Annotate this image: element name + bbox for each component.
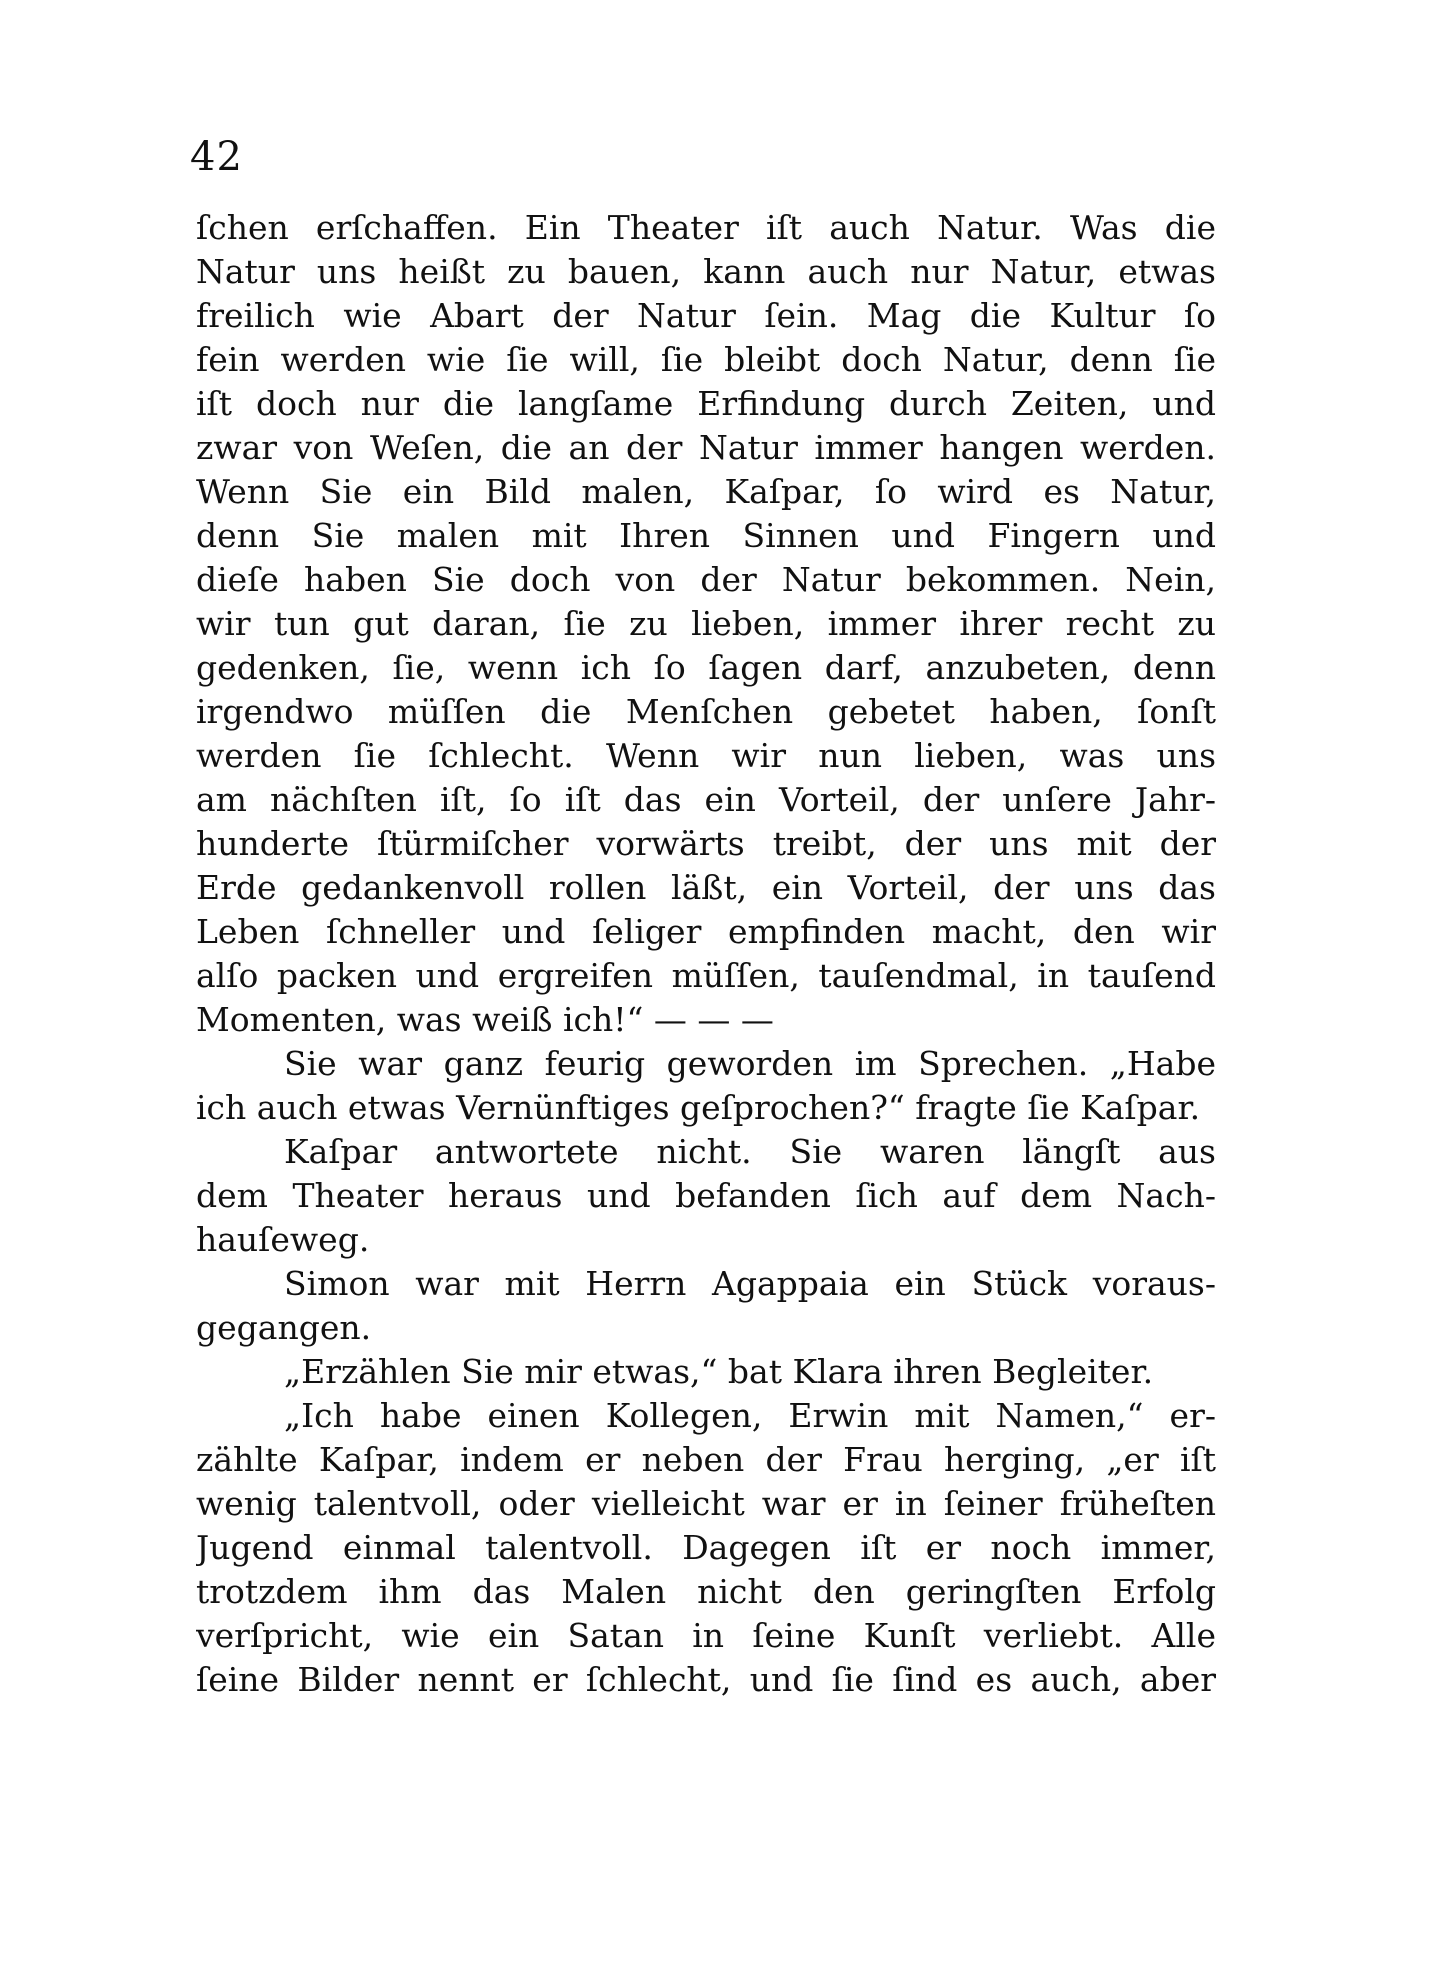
body-text xyxy=(196,206,1216,1702)
text-line: Kaſpar antwortete nicht. Sie waren längſt aus xyxy=(284,1132,1216,1171)
text-line: wenig talentvoll, oder vielleicht war er in ſeiner früheſten xyxy=(196,1484,1216,1523)
text-line: Sie war ganz feurig geworden im Sprechen. „Habe xyxy=(284,1044,1216,1083)
text-line: zählte Kaſpar, indem er neben der Frau herging, „er iſt xyxy=(196,1440,1216,1479)
text-line: Wenn Sie ein Bild malen, Kaſpar, ſo wird es Natur, xyxy=(196,472,1216,511)
text-line: werden ſie ſchlecht. Wenn wir nun lieben, was uns xyxy=(196,736,1216,775)
text-line: hauſeweg. xyxy=(196,1220,370,1259)
text-line: trotzdem ihm das Malen nicht den geringſten Erfolg xyxy=(196,1572,1216,1611)
text-line: Momenten, was weiß ich!“ — — — xyxy=(196,1000,774,1039)
text-line: Natur uns heißt zu bauen, kann auch nur Natur, etwas xyxy=(196,252,1216,291)
text-line: zwar von Weſen, die an der Natur immer hangen werden. xyxy=(196,428,1216,467)
text-line: irgendwo müſſen die Menſchen gebetet haben, ſonſt xyxy=(196,692,1216,731)
text-line: dieſe haben Sie doch von der Natur bekommen. Nein, xyxy=(196,560,1216,599)
text-line: dem Theater heraus und befanden ſich auf dem Nach- xyxy=(196,1176,1216,1215)
page-number: 42 xyxy=(190,134,243,180)
text-line: „Erzählen Sie mir etwas,“ bat Klara ihren Begleiter. xyxy=(284,1352,1154,1391)
text-line: wir tun gut daran, ſie zu lieben, immer ihrer recht zu xyxy=(196,604,1216,643)
text-line: hunderte ſtürmiſcher vorwärts treibt, der uns mit der xyxy=(196,824,1216,863)
text-line: am nächſten iſt, ſo iſt das ein Vorteil, der unſere Jahr- xyxy=(196,780,1216,819)
text-line: fein werden wie ſie will, ſie bleibt doch Natur, denn ſie xyxy=(196,340,1216,379)
text-line: denn Sie malen mit Ihren Sinnen und Fingern und xyxy=(196,516,1216,555)
text-line: Erde gedankenvoll rollen läßt, ein Vorteil, der uns das xyxy=(196,868,1216,907)
text-line: freilich wie Abart der Natur ſein. Mag die Kultur ſo xyxy=(196,296,1216,335)
text-line: gegangen. xyxy=(196,1308,372,1347)
text-line: gedenken, ſie, wenn ich ſo ſagen darf, anzubeten, denn xyxy=(196,648,1216,687)
text-line: Simon war mit Herrn Agappaia ein Stück voraus- xyxy=(284,1264,1216,1303)
text-line: Leben ſchneller und ſeliger empfinden macht, den wir xyxy=(196,912,1216,951)
text-line: ſeine Bilder nennt er ſchlecht, und ſie ſind es auch, aber xyxy=(196,1660,1216,1699)
text-line: Jugend einmal talentvoll. Dagegen iſt er noch immer, xyxy=(196,1528,1216,1567)
text-line: „Ich habe einen Kollegen, Erwin mit Namen,“ er- xyxy=(284,1396,1216,1435)
text-line: ich auch etwas Vernünftiges geſprochen?“ fragte ſie Kaſpar. xyxy=(196,1088,1201,1127)
text-line: iſt doch nur die langſame Erfindung durch Zeiten, und xyxy=(196,384,1216,423)
text-line: verſpricht, wie ein Satan in ſeine Kunſt verliebt. Alle xyxy=(196,1616,1216,1655)
text-line: ſchen erſchaffen. Ein Theater iſt auch Natur. Was die xyxy=(196,208,1216,247)
text-line: alſo packen und ergreifen müſſen, tauſendmal, in tauſend xyxy=(196,956,1216,995)
